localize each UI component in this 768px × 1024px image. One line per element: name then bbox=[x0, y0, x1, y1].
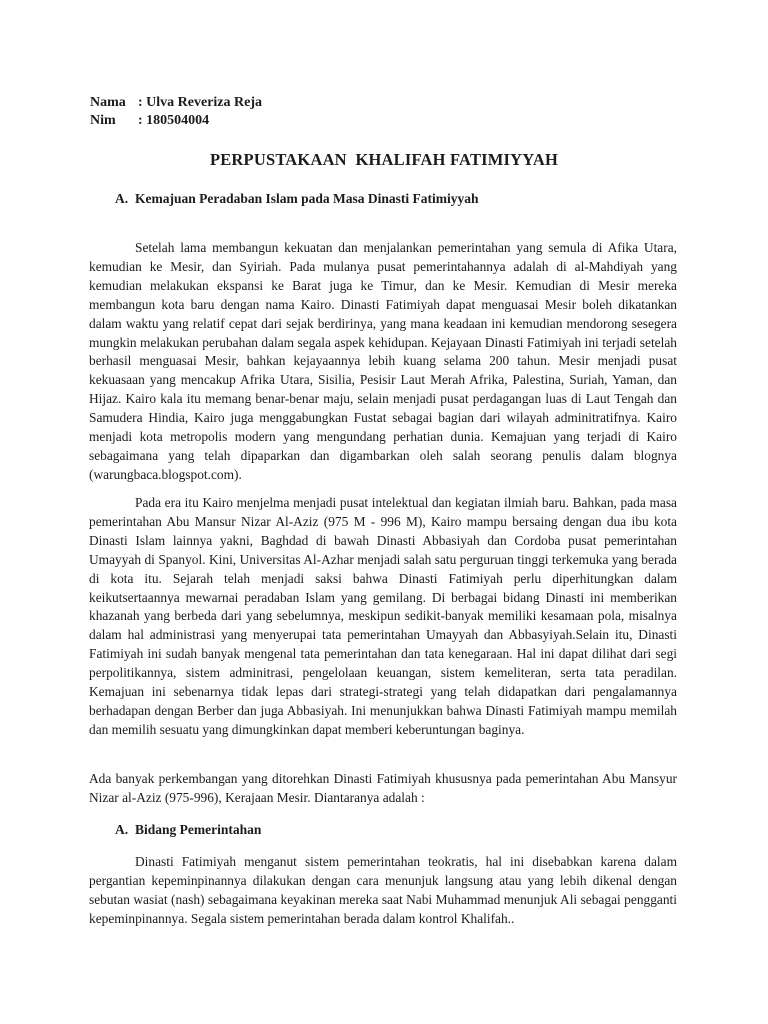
name-label: Nama bbox=[90, 95, 126, 110]
student-info bbox=[90, 94, 262, 130]
document-title: PERPUSTAKAAN KHALIFAH FATIMIYYAH bbox=[209, 150, 559, 169]
section-heading-b bbox=[115, 822, 261, 838]
section-heading-a bbox=[115, 191, 479, 207]
section-b-marker: A. bbox=[115, 822, 129, 837]
nim-label: Nim bbox=[90, 113, 116, 128]
name-row bbox=[90, 94, 262, 112]
nim-value: : 180504004 bbox=[138, 113, 210, 128]
name-value: : Ulva Reveriza Reja bbox=[138, 95, 263, 110]
section-a-marker: A. bbox=[115, 191, 129, 206]
section-a-title: Kemajuan Peradaban Islam pada Masa Dinasti Fatimiyyah bbox=[135, 191, 479, 206]
paragraph-3: Ada banyak perkembangan yang ditorehkan Dinasti Fatimiyah khususnya pada pemerintahan Abu Mansyur Nizar al-Aziz (975-996), Kerajaan Mesir. Diantaranya adalah : bbox=[89, 771, 677, 805]
paragraph-4: Dinasti Fatimiyah menganut sistem pemerintahan teokratis, hal ini disebabkan karena dalam pergantian kepeminpinannya dilakukan dengan cara menunjuk langsung atau yang lebih dikenal dengan sebutan wasiat (nash) sebagaimana keyakinan mereka saat Nabi Muhammad menunjuk Ali sebagai pengganti kepeminpinannya. Segala sistem pemerintahan berada dalam kontrol Khalifah.. bbox=[89, 854, 677, 926]
paragraph-1: Setelah lama membangun kekuatan dan menjalankan pemerintahan yang semula di Afika Utara, kemudian ke Mesir, dan Syiriah. Pada mulanya pusat pemerintahannya adalah di al-Mahdiyah yang kemudian melakukan ekspansi ke Barat juga ke Timur, dan ke Mesir. Kemudian di Mesir mereka membangun kota baru dengan nama Kairo. Dinasti Fatimiyah dapat menguasai Mesir boleh dikatankan dalam waktu yang relatif cepat dari sejak berdirinya, yang mana keadaan ini kemudian mendorong sesegera mungkin melakukan perubahan dalam segala aspek kehidupan. Kejayaan Dinasti Fatimiyah ini terjadi setelah berhasil menguasai Mesir, bahkan kejayaannya lebih kuang selama 200 tahun. Mesir menjadi pusat kekuasaan yang mencakup Afrika Utara, Sisilia, Pesisir Laut Merah Afrika, Palestina, Suriah, Yaman, dan Hijaz. Kairo kala itu memang benar-benar maju, selain menjadi pusat perdagangan luas di Laut Tengah dan Samudera Hindia, Kairo juga menggabungkan Fustat sebagai bagian dari wilayah adminitratifnya. Kairo menjadi kota metropolis modern yang mengundang perhatian dunia. Kemajuan yang terjadi di Kairo sebagaimana yang telah dipaparkan dan digambarkan oleh salah seorang penulis dalam blognya (warungbaca.blogspot.com). bbox=[89, 240, 677, 482]
section-b-title: Bidang Pemerintahan bbox=[135, 822, 262, 837]
nim-row bbox=[90, 112, 262, 130]
paragraph-2: Pada era itu Kairo menjelma menjadi pusat intelektual dan kegiatan ilmiah baru. Bahkan, pada masa pemerintahan Abu Mansur Nizar Al-Aziz (975 M - 996 M), Kairo mampu bersaing dengan dua ibu kota Dinasti Islam lainnya yakni, Baghdad di bawah Dinasti Abbasiyah dan Cordoba pusat pemerintahan Umayyah di Spanyol. Kini, Universitas Al-Azhar menjadi salah satu perguruan tinggi terkemuka yang berada di kota itu. Sejarah telah menjadi saksi bahwa Dinasti Fatimiyah perlu diperhitungkan dalam keikutsertaannya mewarnai peradaban Islam yang gemilang. Di berbagai bidang Dinasti ini memberikan khazanah yang berbeda dari yang sebelumnya, meskipun sedikit-banyak memiliki kesamaan pola, misalnya dalam hal administrasi yang menyerupai tata pemerintahan Umayyah dan Abbasyiyah.Selain itu, Dinasti Fatimiyah ini sudah banyak mengenal tata pemerintahan dan tata kenegaraan. Hal ini dapat dilihat dari segi perpolitikannya, sistem adminitrasi, pengelolaan keuangan, sistem kemeliteran, serta tata peradilan. Kemajuan ini sebenarnya tidak lepas dari strategi-strategi yang telah didapatkan dari pengalamannya berhadapan dengan Berber dan juga Abbasiyah. Ini menunjukkan bahwa Dinasti Fatimiyah mampu memilah dan memilih sesuatu yang dimungkinkan dapat memberi keberuntungan baginya. bbox=[89, 495, 677, 737]
